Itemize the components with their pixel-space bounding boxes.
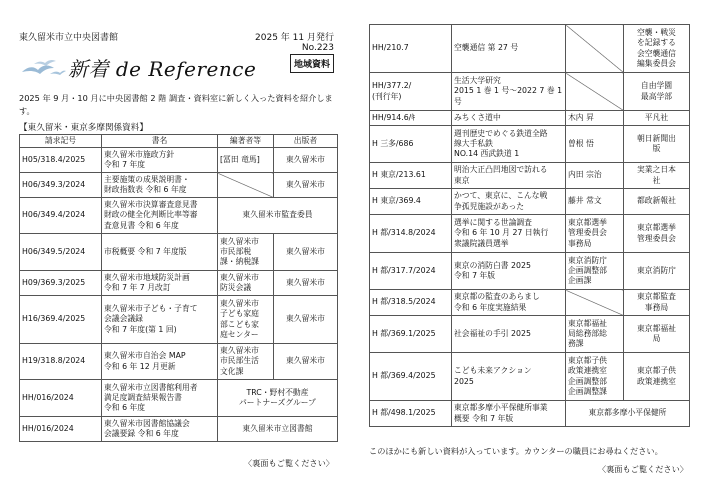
call-number-cell: H 東京/369.4: [370, 189, 452, 215]
table-row: [20, 234, 338, 271]
call-number-cell: HH/016/2024: [20, 417, 102, 442]
call-number-cell: HH/377.2/ (刊行年): [370, 73, 452, 111]
call-number-cell: HH/210.7: [370, 25, 452, 73]
author-publisher-cell: 東京都多摩小平保健所: [566, 401, 690, 427]
call-number-cell: HH/016/2024: [20, 380, 102, 417]
issue-number: No.223: [301, 43, 334, 53]
title-cell: 東久留米市子ども・子育て 会議会議録 令和 7 年度(第 1 回): [102, 296, 218, 344]
call-number-cell: H 東京/213.61: [370, 163, 452, 189]
publisher-cell: 平凡社: [624, 111, 690, 126]
see-back-note-right: 〈裏面もご覧ください〉: [597, 464, 688, 474]
table-row: [370, 316, 690, 353]
table-row: [20, 198, 338, 234]
author-cell: 東京都選挙 管理委員会 事務局: [566, 215, 624, 253]
table-row: [20, 380, 338, 417]
publisher-cell: 東久留米市: [274, 173, 338, 198]
call-number-cell: H 都/369.4/2025: [370, 353, 452, 401]
publisher-cell: 東久留米市: [274, 271, 338, 296]
publisher-cell: 東久留米市: [274, 344, 338, 380]
publisher-cell: 東久留米市: [274, 234, 338, 271]
intro-text: 2025 年 9 月・10 月に中央図書館 2 階 調査・資料室に新しく入った資料を紹介します。: [19, 93, 333, 116]
author-cell: 東久留米市 市民部税 課・納税課: [218, 234, 274, 271]
author-cell: 木内 昇: [566, 111, 624, 126]
title-cell: 社会福祉の手引 2025: [452, 316, 566, 353]
author-cell: 東久留米市 子ども家庭 部こども家 庭センター: [218, 296, 274, 344]
publisher-cell: 東久留米市: [274, 296, 338, 344]
table-row: [370, 163, 690, 189]
title-cell: 東京都の監査のあらまし 令和 6 年度実施結果: [452, 290, 566, 316]
call-number-cell: H06/349.3/2024: [20, 173, 102, 198]
header-title: 書名: [102, 135, 218, 148]
header-publisher: 出版者: [274, 135, 338, 148]
call-number-cell: HH/914.6/ｷ: [370, 111, 452, 126]
call-number-cell: H06/349.4/2024: [20, 198, 102, 234]
call-number-cell: H06/349.5/2024: [20, 234, 102, 271]
more-materials-note: このほかにも新しい資料が入っています。カウンターの職員にお尋ねください。: [369, 446, 663, 456]
table-row: [370, 353, 690, 401]
table-row: [370, 215, 690, 253]
publisher-cell: 東京都選挙 管理委員会: [624, 215, 690, 253]
author-cell: 藤井 常文: [566, 189, 624, 215]
table-row: [20, 148, 338, 173]
call-number-cell: H16/369.4/2025: [20, 296, 102, 344]
table-row: [370, 25, 690, 73]
author-cell: 東久留米市 市民部生活 文化課: [218, 344, 274, 380]
newsletter-title: 新着 de Reference: [68, 57, 257, 81]
title-cell: 明治大正凸凹地図で訪れる 東京: [452, 163, 566, 189]
publisher-cell: 東京都福祉 局: [624, 316, 690, 353]
call-number-cell: H05/318.4/2025: [20, 148, 102, 173]
left-table: [19, 134, 338, 442]
call-number-cell: H 都/314.8/2024: [370, 215, 452, 253]
author-cell: [冨田 竜馬]: [218, 148, 274, 173]
title-cell: みちくさ道中: [452, 111, 566, 126]
publisher-cell: 東久留米市: [274, 148, 338, 173]
author-publisher-cell: 東久留米市監査委員: [218, 198, 338, 234]
table-row: [370, 401, 690, 427]
publisher-cell: 都政新報社: [624, 189, 690, 215]
title-cell: 生活大学研究 2015 1 巻 1 号～2022 7 巻 1 号: [452, 73, 566, 111]
author-cell: 東京消防庁 企画調整部 企画課: [566, 253, 624, 290]
call-number-cell: H 都/498.1/2025: [370, 401, 452, 427]
header-call-number: 請求記号: [20, 135, 102, 148]
author-cell: [566, 73, 624, 111]
publish-date: 2025 年 11 月発行: [255, 33, 334, 43]
publisher-cell: 朝日新聞出 版: [624, 126, 690, 163]
call-number-cell: H09/369.3/2025: [20, 271, 102, 296]
library-name: 東久留米市立中央図書館: [19, 33, 119, 43]
author-cell: [566, 25, 624, 73]
right-table: [369, 24, 690, 427]
table-row: [20, 344, 338, 380]
table-row: [20, 173, 338, 198]
title-cell: 東京都多摩小平保健所事業 概要 令和 7 年版: [452, 401, 566, 427]
table-row: [20, 296, 338, 344]
title-cell: 東久留米市地域防災計画 令和 7 年 7 月改訂: [102, 271, 218, 296]
publisher-cell: 東京都監査 事務局: [624, 290, 690, 316]
author-cell: 曽根 悟: [566, 126, 624, 163]
author-cell: 東京都福祉 局総務部総 務課: [566, 316, 624, 353]
author-cell: [566, 290, 624, 316]
birds-logo-icon: [20, 56, 66, 80]
title-cell: こども未来アクション 2025: [452, 353, 566, 401]
title-cell: 選挙に関する世論調査 令和 6 年 10 月 27 日執行 衆議院議員選挙: [452, 215, 566, 253]
publisher-cell: 自由学園 最高学部: [624, 73, 690, 111]
table-row: [370, 290, 690, 316]
call-number-cell: H 都/318.5/2024: [370, 290, 452, 316]
table-row: [20, 417, 338, 442]
table-row: [370, 111, 690, 126]
author-cell: 東京都子供 政策連携室 企画調整部 企画調整課: [566, 353, 624, 401]
category-badge: 地域資料: [290, 54, 334, 73]
title-cell: 空襲通信 第 27 号: [452, 25, 566, 73]
table-header-row: [20, 135, 338, 148]
title-cell: 主要施策の成果説明書・ 財政指数表 令和 6 年度: [102, 173, 218, 198]
publisher-cell: 空襲・戦災 を記録する 会空襲通信 編集委員会: [624, 25, 690, 73]
publisher-cell: 東京都子供 政策連携室: [624, 353, 690, 401]
table-row: [370, 253, 690, 290]
section-title: 【東久留米・東京多摩関係資料】: [19, 123, 148, 133]
table-row: [20, 271, 338, 296]
title-cell: 市税概要 令和 7 年度版: [102, 234, 218, 271]
author-cell: 内田 宗治: [566, 163, 624, 189]
title-cell: 東久留米市図書館協議会 会議要録 令和 6 年度: [102, 417, 218, 442]
title-cell: 週刊歴史でめぐる鉄道全路 線大手私鉄 NO.14 西武鉄道 1: [452, 126, 566, 163]
author-cell: [218, 173, 274, 198]
title-cell: 東久留米市立図書館利用者 満足度調査結果報告書 令和 6 年度: [102, 380, 218, 417]
call-number-cell: H 都/317.7/2024: [370, 253, 452, 290]
table-row: [370, 126, 690, 163]
title-cell: 東久留米市施政方針 令和 7 年度: [102, 148, 218, 173]
see-back-note: 〈裏面もご覧ください〉: [243, 458, 334, 468]
call-number-cell: H 都/369.1/2025: [370, 316, 452, 353]
call-number-cell: H 三多/686: [370, 126, 452, 163]
publisher-cell: 東京消防庁: [624, 253, 690, 290]
title-cell: 東久留米市自治会 MAP 令和 6 年 12 月更新: [102, 344, 218, 380]
title-cell: 東久留米市決算審査意見書 財政の健全化判断比率等審 査意見書 令和 6 年度: [102, 198, 218, 234]
author-publisher-cell: TRC・野村不動産 パートナーズグループ: [218, 380, 338, 417]
header-author: 編著者等: [218, 135, 274, 148]
title-cell: 東京の消防白書 2025 令和 7 年版: [452, 253, 566, 290]
title-cell: かつて、東京に、こんな戦 争孤児施設があった: [452, 189, 566, 215]
publisher-cell: 実業之日本 社: [624, 163, 690, 189]
author-publisher-cell: 東久留米市立図書館: [218, 417, 338, 442]
author-cell: 東久留米市 防災会議: [218, 271, 274, 296]
table-row: [370, 73, 690, 111]
call-number-cell: H19/318.8/2024: [20, 344, 102, 380]
table-row: [370, 189, 690, 215]
